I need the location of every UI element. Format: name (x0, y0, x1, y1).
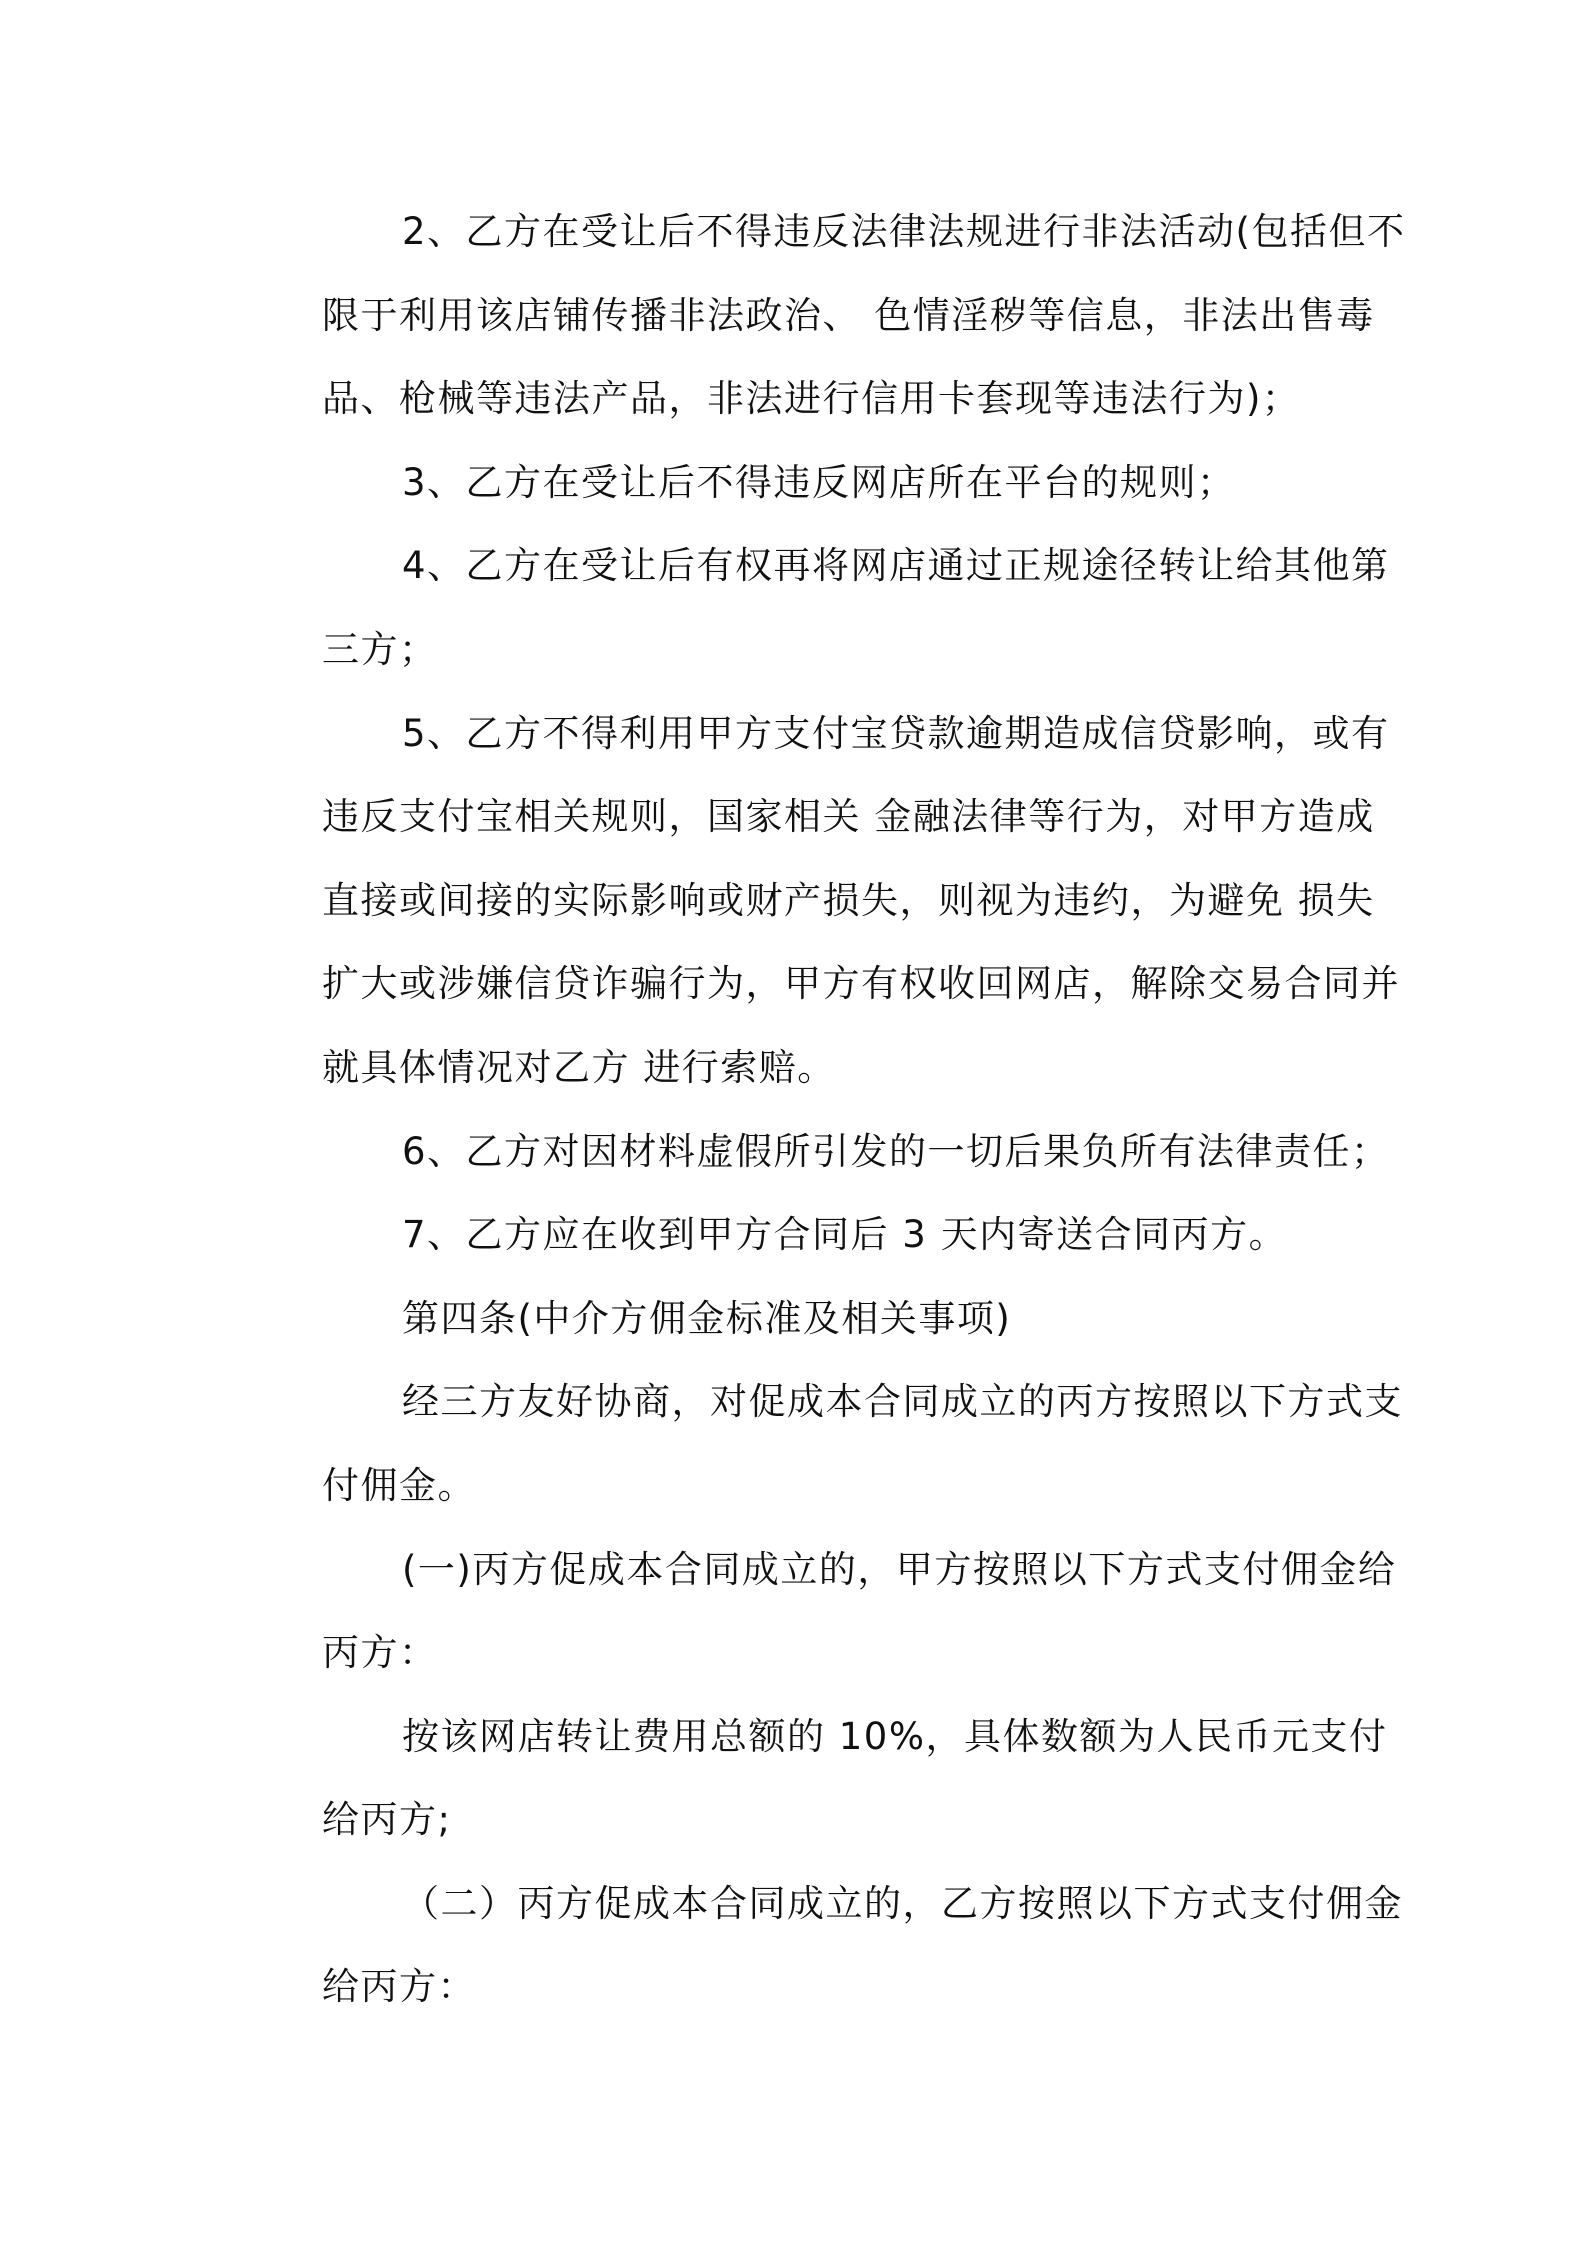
text-line: 3、乙方在受让后不得违反网店所在平台的规则； (402, 460, 1236, 504)
text-line: 4、乙方在受让后有权再将网店通过正规途径转让给其他第 (402, 544, 1390, 588)
article-4-heading (242, 1277, 1352, 1361)
article-4-item-1-detail (242, 1695, 1388, 1862)
text-line: 6、乙方对因材料虚假所引发的一切后果负所有法律责任； (402, 1129, 1390, 1173)
text-line: 限于利用该店铺传播非法政治、 色情淫秽等信息，非法出售毒 (322, 293, 1375, 337)
article-4-item-2 (242, 1862, 1403, 2029)
clause-3 (242, 441, 1352, 525)
text-line: （二）丙方促成本合同成立的，乙方按照以下方式支付佣金 (402, 1881, 1403, 1925)
text-line: 经三方友好协商，对促成本合同成立的丙方按照以下方式支 (402, 1380, 1403, 1424)
text-line: 5、乙方不得利用甲方支付宝贷款逾期造成信贷影响，或有 (402, 711, 1390, 755)
clause-7 (242, 1193, 1352, 1277)
text-line: 就具体情况对乙方 进行索赔。 (322, 1045, 836, 1089)
text-line: 丙方： (322, 1631, 438, 1675)
text-line: 7、乙方应在收到甲方合同后 3 天内寄送合同丙方。 (402, 1213, 1288, 1257)
clause-5 (242, 692, 1400, 1110)
article-4-item-1 (242, 1528, 1397, 1695)
clause-4 (242, 524, 1390, 691)
text-line: 给丙方; (322, 1798, 452, 1842)
text-line: 付佣金。 (322, 1463, 476, 1507)
article-4-intro (242, 1360, 1403, 1527)
text-line: 品、枪械等违法产品，非法进行信用卡套现等违法行为)； (322, 377, 1301, 421)
text-line: 扩大或涉嫌信贷诈骗行为，甲方有权收回网店，解除交易合同并 (322, 962, 1400, 1006)
document-body (242, 190, 1406, 2029)
clause-6 (242, 1110, 1390, 1194)
clause-2 (242, 190, 1406, 441)
text-line: 2、乙方在受让后不得违反法律法规进行非法活动(包括但不 (402, 210, 1406, 253)
text-line: 违反支付宝相关规则，国家相关 金融法律等行为，对甲方造成 (322, 795, 1375, 839)
text-line: 给丙方： (322, 1965, 476, 2009)
text-line: (一)丙方促成本合同成立的，甲方按照以下方式支付佣金给 (402, 1547, 1397, 1591)
text-line: 第四条(中介方佣金标准及相关事项) (402, 1296, 1012, 1340)
text-line: 按该网店转让费用总额的 10%，具体数额为人民币元支付 (402, 1714, 1388, 1758)
text-line: 三方； (322, 627, 438, 671)
text-line: 直接或间接的实际影响或财产损失，则视为违约，为避免 损失 (322, 878, 1375, 922)
